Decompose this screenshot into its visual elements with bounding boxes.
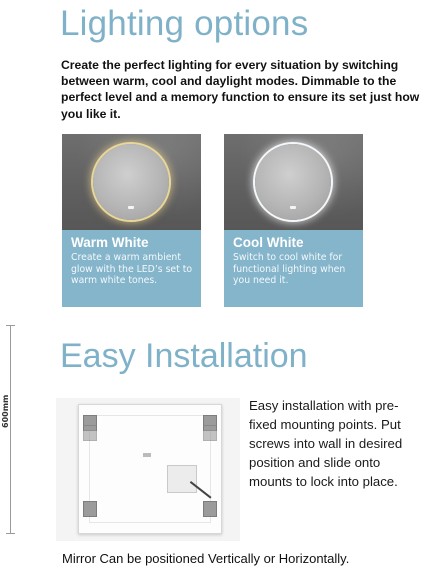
led-driver-box <box>167 465 197 493</box>
dimension-cap-top <box>6 325 15 326</box>
mirror-back-panel <box>78 404 222 534</box>
dimension-cap-bottom <box>6 533 15 534</box>
lighting-options-title: Lighting options <box>60 4 309 43</box>
dimension-label: 600mm <box>1 394 10 428</box>
round-mirror-warm-image <box>93 144 169 220</box>
warm-white-heading: Warm White <box>71 235 149 250</box>
warm-white-card <box>62 134 201 307</box>
touch-sensor-icon <box>290 206 296 209</box>
cool-mirror-photo <box>224 134 363 230</box>
mounting-bracket-icon <box>83 425 97 441</box>
cool-white-caption <box>224 230 363 307</box>
cool-white-heading: Cool White <box>233 235 304 250</box>
label-sticker <box>143 453 151 457</box>
dimension-line <box>10 325 11 533</box>
warm-white-caption <box>62 230 201 307</box>
mounting-bracket-icon <box>203 501 217 517</box>
mounting-bracket-icon <box>83 501 97 517</box>
round-mirror-cool-image <box>255 144 331 220</box>
easy-installation-title: Easy Installation <box>60 337 308 375</box>
lighting-intro-text: Create the perfect lighting for every situation by switching between warm, cool and daylight modes. Dimmable to the perfect level and a memory function to ensure its set just how you like it. <box>61 58 420 121</box>
touch-sensor-icon <box>128 206 134 209</box>
mirror-back-image <box>56 398 240 541</box>
orientation-note: Mirror Can be positioned Vertically or Horizontally. <box>62 551 350 566</box>
warm-white-description: Create a warm ambient glow with the LED’s set to warm white tones. <box>71 252 193 287</box>
warm-mirror-photo <box>62 134 201 230</box>
installation-description: Easy installation with pre-fixed mounting points. Put screws into wall in desired position and slide onto mounts to lock into place. <box>249 398 403 490</box>
cool-white-card <box>224 134 363 307</box>
mounting-bracket-icon <box>203 425 217 441</box>
cool-white-description: Switch to cool white for functional lighting when you need it. <box>233 252 346 287</box>
